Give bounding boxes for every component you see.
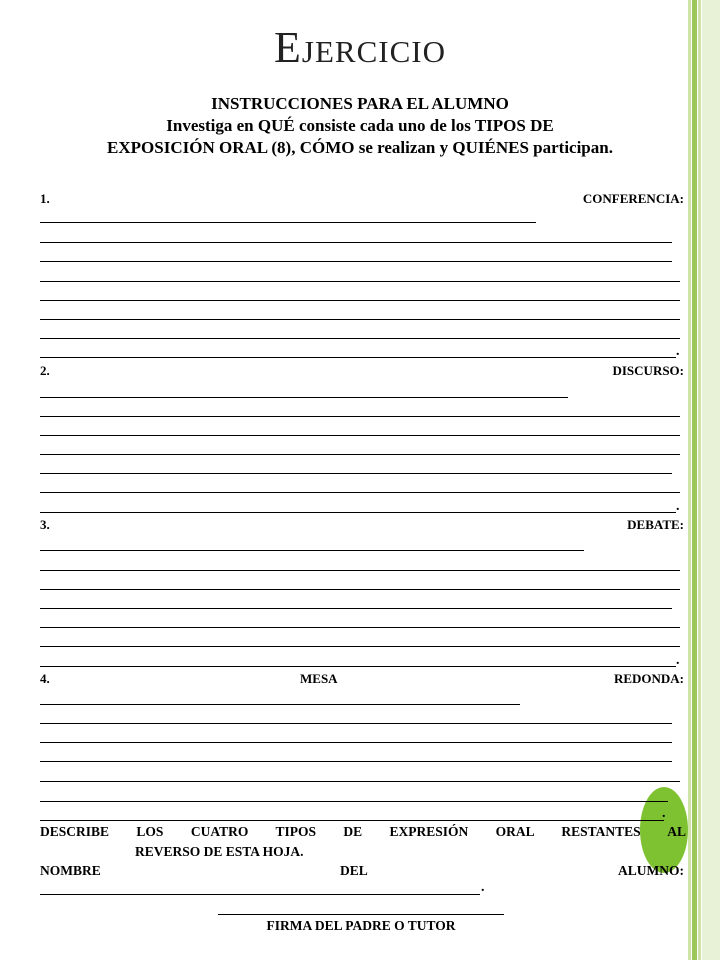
answer-line[interactable] xyxy=(40,589,680,590)
signature-line[interactable] xyxy=(218,914,504,915)
border-stripe xyxy=(698,0,701,960)
answer-line[interactable] xyxy=(40,222,536,223)
student-name-line[interactable] xyxy=(40,894,480,895)
answer-line[interactable] xyxy=(40,416,680,417)
answer-line[interactable] xyxy=(40,723,672,724)
period: . xyxy=(676,653,680,668)
answer-line[interactable] xyxy=(40,512,676,513)
section-title-debate: DEBATE: xyxy=(627,517,684,532)
answer-line[interactable] xyxy=(40,319,680,320)
answer-line[interactable] xyxy=(40,242,672,243)
answer-line[interactable] xyxy=(40,761,672,762)
name-label-word: DEL xyxy=(340,863,368,878)
period: . xyxy=(676,499,680,514)
name-label-word: NOMBRE xyxy=(40,863,101,878)
section-number: 3. xyxy=(40,517,50,532)
answer-line[interactable] xyxy=(40,357,676,358)
answer-line[interactable] xyxy=(40,473,672,474)
period: . xyxy=(676,344,680,359)
answer-line[interactable] xyxy=(40,281,680,282)
page-title: Ejercicio xyxy=(274,23,446,72)
section-title-discurso: DISCURSO: xyxy=(612,363,684,378)
instructions-line: EXPOSICIÓN ORAL (8), CÓMO se realizan y QUIÉNES participan. xyxy=(107,138,613,157)
answer-line[interactable] xyxy=(40,261,672,262)
answer-line[interactable] xyxy=(40,550,584,551)
instructions-line: Investiga en QUÉ consiste cada uno de los TIPOS DE xyxy=(166,116,554,135)
describe-instruction: DESCRIBE LOS CUATRO TIPOS DE EXPRESIÓN ORAL RESTANTES AL xyxy=(40,824,686,839)
answer-line[interactable] xyxy=(40,608,672,609)
answer-line[interactable] xyxy=(40,704,520,705)
answer-line[interactable] xyxy=(40,492,680,493)
section-title-redonda: REDONDA: xyxy=(613,671,684,686)
section-number: 2. xyxy=(40,363,50,378)
answer-line[interactable] xyxy=(40,454,680,455)
answer-line[interactable] xyxy=(40,742,672,743)
answer-line[interactable] xyxy=(40,435,680,436)
period: . xyxy=(481,880,485,895)
name-label-word: ALUMNO: xyxy=(618,863,684,878)
period: . xyxy=(662,806,666,821)
describe-instruction-cont: REVERSO DE ESTA HOJA. xyxy=(135,844,304,859)
answer-line[interactable] xyxy=(40,300,680,301)
section-number: 4. xyxy=(40,671,50,686)
answer-line[interactable] xyxy=(40,820,664,821)
section-title-mesa: MESA xyxy=(300,671,338,686)
section-title-conferencia: CONFERENCIA: xyxy=(582,191,684,206)
instructions-heading: INSTRUCCIONES PARA EL ALUMNO xyxy=(211,94,509,113)
answer-line[interactable] xyxy=(40,666,676,667)
section-number: 1. xyxy=(40,191,50,206)
signature-label: FIRMA DEL PADRE O TUTOR xyxy=(266,918,456,933)
answer-line[interactable] xyxy=(40,338,680,339)
border-stripe xyxy=(702,0,720,960)
answer-line[interactable] xyxy=(40,801,668,802)
answer-line[interactable] xyxy=(40,570,680,571)
answer-line[interactable] xyxy=(40,781,680,782)
answer-line[interactable] xyxy=(40,627,680,628)
answer-line[interactable] xyxy=(40,646,680,647)
answer-line[interactable] xyxy=(40,397,568,398)
border-stripe xyxy=(692,0,697,960)
